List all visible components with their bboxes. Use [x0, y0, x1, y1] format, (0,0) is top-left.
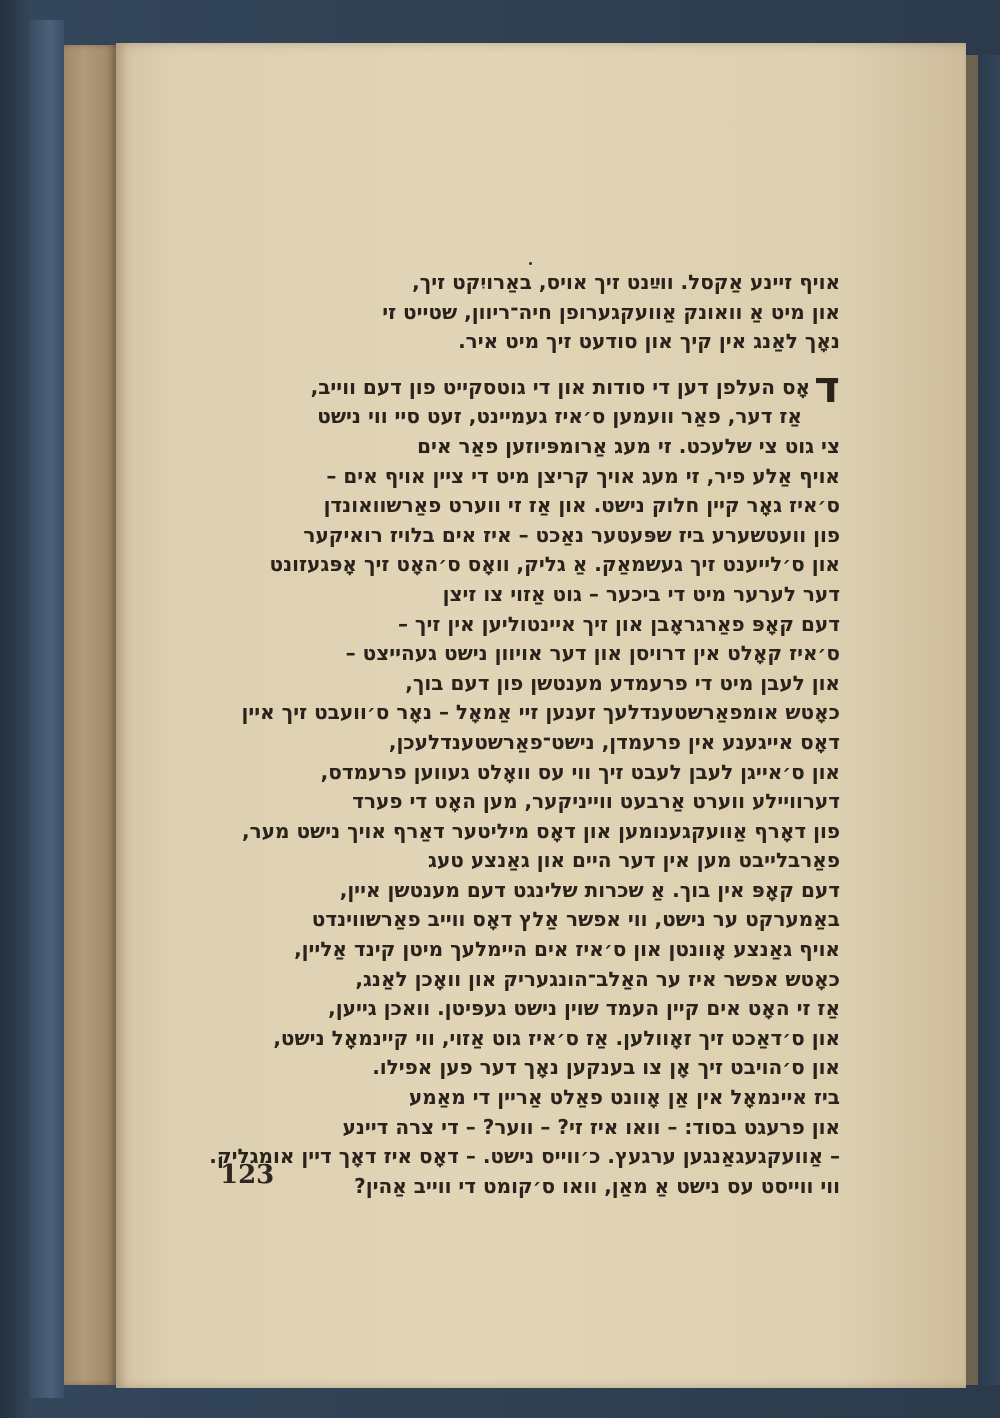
text-line: און ס׳דאַכט זיך זאָוולען. אַז ס׳איז גוט אַזוי, ווי קיינמאָל נישט,: [273, 1025, 840, 1050]
text-line: דעם קאָפּ פאַרגראָבן און זיך איינטוליען אין זיך –: [397, 611, 840, 636]
ink-speck: [529, 262, 532, 265]
text-line: דערוויילע ווערט אַרבעט ווייניקער, מען האָט די פערד: [352, 789, 840, 814]
text-line: אַז זי האָט אים קיין העמד שוין נישט געפּיטן. וואכן גייען,: [328, 996, 840, 1021]
text-line: באַמערקט ער נישט, ווי אפשר אַלץ דאָס ווייב פאַרשווינדט: [311, 907, 840, 932]
book-cover-edge-right: [978, 55, 1000, 1385]
page-edges: [64, 45, 116, 1385]
text-line-dropcap: [175, 373, 840, 403]
text-line: פון דאָרף אַוועקגענומען און דאָס מיליטער דאַרף אויך נישט מער,: [242, 818, 840, 843]
text-line: פון וועטשערע ביז שפּעטער נאַכט – איז אים בלויז רואיקער: [303, 522, 840, 547]
text-line: און מיט אַ וואונק אַוועקגערופן חיה־ריוון, שטייט זי: [382, 299, 840, 324]
text-line: – אַוועקגעגאַנגען ערגעץ. כ׳ווייס נישט. – דאָס איז דאָך דיין אומגליק.: [209, 1144, 840, 1169]
text-line: אויף זיינע אַקסל. ווײַנט זיך אויס, באַרויִקט זיך,: [412, 270, 840, 294]
paragraph-gap: [175, 357, 840, 373]
text-line: ווי ווייסט עס נישט אַ מאַן, וואו ס׳קומט די ווייב אַהין?: [354, 1173, 840, 1198]
text-line: דעם קאָפּ אין בוך. אַ שכרות שלינגט דעם מענטשן איין,: [339, 877, 840, 902]
text-line: און פרעגט בסוד: – וואו איז זי? – ווער? – די צרה דיינע: [342, 1114, 840, 1139]
text-line: אויף אַלע פיר, זי מעג אויך קריצן מיט די ציין אויף אים –: [326, 463, 840, 488]
book-cover-edge: [30, 20, 64, 1398]
page-number: 123: [220, 1160, 275, 1190]
text-line: צי גוט צי שלעכט. זי מעג אַרומפּיוזען פאַר אים: [417, 433, 840, 458]
text-line: אַז דער, פאַר וועמען ס׳איז געמיינט, זעט סיי ווי נישט: [317, 404, 802, 429]
text-line: און לעבן מיט די פרעמדע מענטשן פון דעם בוך,: [405, 670, 840, 695]
text-line: און ס׳אייגן לעבן לעבט זיך ווי עס וואָלט געווען פרעמדס,: [320, 759, 840, 784]
text-line: און ס׳לייענט זיך געשמאַק. אַ גליק, וואָס ס׳האָט זיך אָפּגעזונט: [269, 552, 840, 577]
text-line: נאָך לאַנג אין קיך און סודעט זיך מיט איר.: [458, 329, 840, 354]
text-line: און ס׳הויבט זיך אָן צו בענקען נאָך דער פען אפילו.: [372, 1055, 840, 1080]
body-text: [175, 268, 840, 1201]
text-line: כאָטש אפשר איז ער האַלב־הונגעריק און וואָכן לאַנג,: [355, 966, 840, 991]
text-line: דער לערער מיט די ביכער – גוט אַזוי צו זיצן: [442, 581, 840, 606]
text-line: ביז איינמאָל אין אַן אָוונט פאַלט אַריין די מאַמע: [408, 1085, 840, 1110]
text-line: פאַרבלייבט מען אין דער היים און גאַנצע טעג: [428, 848, 840, 873]
text-line: דאָס אייגענע אין פרעמדן, נישט־פאַרשטענדלעכן,: [388, 729, 840, 754]
drop-cap: ד: [814, 372, 840, 403]
text-line: כאָטש אומפאַרשטענדלעך זענען זיי אַמאָל – נאָר ס׳וועבט זיך איין: [241, 700, 840, 725]
text-line: אויף גאַנצע אָוונטן און ס׳איז אים היימלעך מיטן קינד אַליין,: [294, 937, 840, 962]
text-line: ס׳איז קאָלט אין דרויסן און דער אויוון נישט געהייצט –: [345, 641, 840, 666]
text-line: ס׳איז גאָר קיין חלוק נישט. און אַז זי ווערט פאַרשוואונדן: [323, 493, 840, 518]
text-line: אָס העלפן דען די סודות און די גוטסקייט פון דעם ווייב,: [310, 374, 811, 399]
gutter-shadow: [966, 55, 978, 1385]
